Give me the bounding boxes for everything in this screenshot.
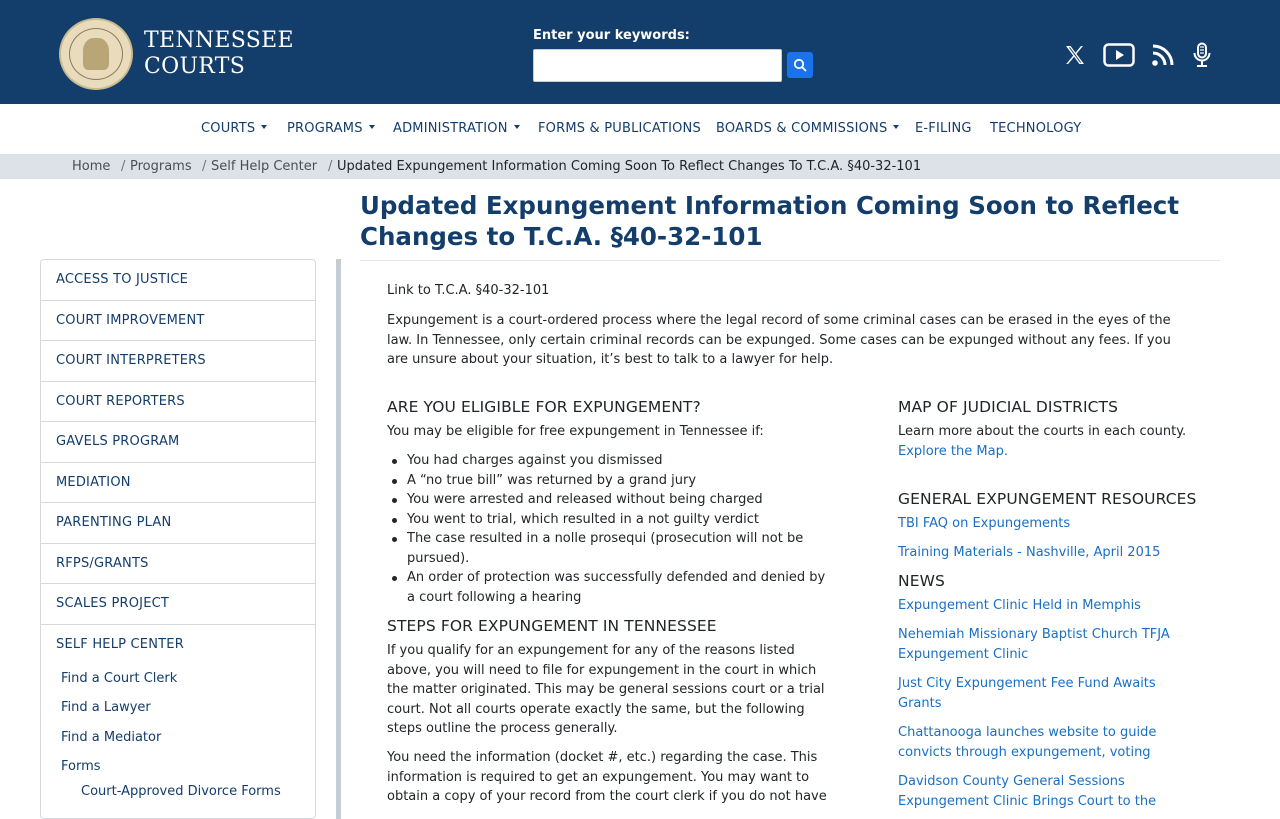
news-heading: NEWS — [898, 572, 945, 590]
search-icon — [793, 58, 807, 72]
sidebar-item-label: GAVELS PROGRAM — [56, 434, 180, 449]
breadcrumb-current: Updated Expungement Information Coming Soon To Reflect Changes To T.C.A. §40-32-101 — [337, 159, 922, 174]
breadcrumb-separator: / — [121, 159, 126, 174]
resources-heading: GENERAL EXPUNGEMENT RESOURCES — [898, 490, 1197, 508]
nav-administration-label: ADMINISTRATION — [393, 121, 508, 136]
breadcrumb-programs[interactable]: Programs — [130, 159, 192, 174]
chevron-down-icon — [261, 125, 267, 129]
x-link[interactable] — [1060, 40, 1090, 70]
brand-line-2: COURTS — [144, 54, 246, 79]
list-item: A “no true bill” was returned by a grand jury — [387, 471, 837, 491]
nav-e-filing[interactable] — [915, 121, 972, 136]
sidebar-item-scales-project[interactable] — [41, 584, 315, 625]
steps-text-2: You need the information (docket #, etc.) regarding the case. This information is required to get an expungement. You may want to obtain a copy of your record from the court clerk if you do not have — [387, 750, 827, 804]
sidebar-item-label: COURT REPORTERS — [56, 393, 185, 409]
nav-programs-label: PROGRAMS — [287, 121, 363, 136]
nav-courts-label: COURTS — [201, 121, 256, 136]
sidebar-item-court-reporters[interactable] — [41, 382, 315, 423]
sidebar-item-access-to-justice[interactable] — [41, 260, 315, 301]
chevron-down-icon — [893, 125, 899, 129]
nav-boards-label: BOARDS & COMMISSIONS — [716, 121, 888, 136]
nav-technology-label: TECHNOLOGY — [990, 121, 1082, 136]
rss-icon — [1151, 43, 1175, 67]
rss-link[interactable] — [1148, 40, 1178, 70]
sidebar-sub-find-mediator[interactable]: Find a Mediator — [61, 730, 162, 745]
nav-programs[interactable] — [287, 121, 375, 136]
list-item: You had charges against you dismissed — [387, 451, 837, 471]
tennessee-judiciary-seal-logo[interactable] — [59, 18, 133, 90]
site-brand[interactable] — [144, 28, 294, 80]
content-accent-bar — [336, 259, 341, 819]
map-text: Learn more about the courts in each county. — [898, 424, 1187, 439]
sidebar-item-self-help-center[interactable] — [41, 625, 315, 666]
nav-technology[interactable] — [990, 121, 1081, 136]
nav-administration[interactable] — [393, 121, 520, 136]
sidebar-item-gavels-program[interactable] — [41, 422, 315, 463]
list-item: An order of protection was successfully defended and denied by a court following a hearing — [387, 568, 837, 607]
search-button[interactable] — [787, 52, 813, 78]
site-header — [0, 0, 1280, 104]
map-heading: MAP OF JUDICIAL DISTRICTS — [898, 398, 1119, 416]
sidebar-item-label: COURT INTERPRETERS — [56, 353, 206, 368]
resource-link-training[interactable]: Training Materials - Nashville, April 2015 — [898, 545, 1161, 560]
nav-courts[interactable] — [201, 121, 267, 136]
breadcrumb — [0, 154, 1280, 179]
news-link[interactable]: Nehemiah Missionary Baptist Church TFJA Expungement Clinic — [898, 627, 1170, 662]
intro-text: Expungement is a court-ordered process where the legal record of some criminal cases can be erased in the eyes of the law. In Tennessee, only certain criminal records can be expunged. Some cases can be expunged without any fees. If you are unsure about your situation, it’s best to talk to a lawyer for help. — [387, 313, 1171, 367]
search-input[interactable] — [533, 49, 782, 82]
page-title: Updated Expungement Information Coming Soon to Reflect Changes to T.C.A. §40-32-101 — [360, 191, 1180, 251]
list-item: You went to trial, which resulted in a not guilty verdict — [387, 510, 837, 530]
sidebar-item-label: SCALES PROJECT — [56, 596, 170, 611]
sidebar-item-label: PARENTING PLAN — [56, 515, 172, 530]
podcast-icon — [1191, 42, 1213, 68]
nav-efiling-label: E-FILING — [915, 121, 972, 136]
sidebar-item-label: ACCESS TO JUSTICE — [56, 272, 189, 287]
nav-boards-commissions[interactable] — [716, 121, 899, 136]
sidebar-item-rfps-grants[interactable] — [41, 544, 315, 585]
tca-link[interactable]: Link to T.C.A. §40-32-101 — [387, 283, 550, 298]
sidebar-item-court-interpreters[interactable] — [41, 341, 315, 382]
explore-map-link[interactable]: Explore the Map. — [898, 444, 1008, 459]
sidebar-item-label: MEDIATION — [56, 474, 131, 490]
x-icon — [1064, 44, 1086, 66]
nav-forms-label: FORMS & PUBLICATIONS — [538, 121, 701, 136]
steps-text: If you qualify for an expungement for any of the reasons listed above, you will need to file for expungement in the court in which the matter originated. This may be general sessions court or a trial court. Not all courts operate exactly the same, but the following steps outline the process generally. — [387, 643, 825, 736]
sidebar — [40, 259, 316, 819]
sidebar-sub-find-lawyer[interactable]: Find a Lawyer — [61, 700, 151, 715]
chevron-down-icon — [514, 125, 520, 129]
sidebar-item-label: RFPS/GRANTS — [56, 555, 149, 571]
nav-forms-publications[interactable] — [538, 121, 701, 136]
resource-link-tbi-faq[interactable]: TBI FAQ on Expungements — [898, 516, 1071, 531]
sidebar-item-court-improvement[interactable] — [41, 301, 315, 342]
news-link[interactable]: Expungement Clinic Held in Memphis — [898, 598, 1141, 613]
news-link[interactable]: Davidson County General Sessions Expungement Clinic Brings Court to the — [898, 774, 1157, 809]
sidebar-item-label: COURT IMPROVEMENT — [56, 312, 205, 328]
eligible-heading: ARE YOU ELIGIBLE FOR EXPUNGEMENT? — [387, 398, 701, 416]
list-item: You were arrested and released without being charged — [387, 490, 837, 510]
sidebar-item-parenting-plan[interactable] — [41, 503, 315, 544]
news-link[interactable]: Chattanooga launches website to guide convicts through expungement, voting — [898, 725, 1157, 760]
youtube-icon — [1103, 43, 1135, 67]
brand-line-1: TENNESSEE — [144, 28, 294, 53]
sidebar-sub-forms[interactable]: Forms — [61, 759, 101, 774]
eligible-intro: You may be eligible for free expungement in Tennessee if: — [387, 424, 764, 439]
podcast-link[interactable] — [1187, 40, 1217, 70]
search-label: Enter your keywords: — [533, 28, 690, 43]
news-link[interactable]: Just City Expungement Fee Fund Awaits Grants — [898, 676, 1156, 711]
sidebar-item-mediation[interactable] — [41, 463, 315, 504]
sidebar-sub-divorce-forms[interactable]: Court-Approved Divorce Forms — [81, 784, 281, 799]
breadcrumb-self-help[interactable]: Self Help Center — [211, 159, 318, 174]
breadcrumb-separator: / — [328, 159, 333, 174]
youtube-link[interactable] — [1102, 40, 1136, 70]
chevron-down-icon — [369, 125, 375, 129]
eligible-list — [387, 451, 837, 607]
main-nav — [0, 104, 1280, 154]
title-divider — [360, 260, 1220, 261]
sidebar-item-label: SELF HELP CENTER — [56, 636, 184, 652]
list-item: The case resulted in a nolle prosequi (prosecution will not be pursued). — [387, 529, 837, 568]
steps-heading: STEPS FOR EXPUNGEMENT IN TENNESSEE — [387, 617, 717, 635]
breadcrumb-separator: / — [202, 159, 207, 174]
breadcrumb-home[interactable]: Home — [72, 159, 111, 174]
sidebar-sub-find-court-clerk[interactable]: Find a Court Clerk — [61, 671, 178, 686]
